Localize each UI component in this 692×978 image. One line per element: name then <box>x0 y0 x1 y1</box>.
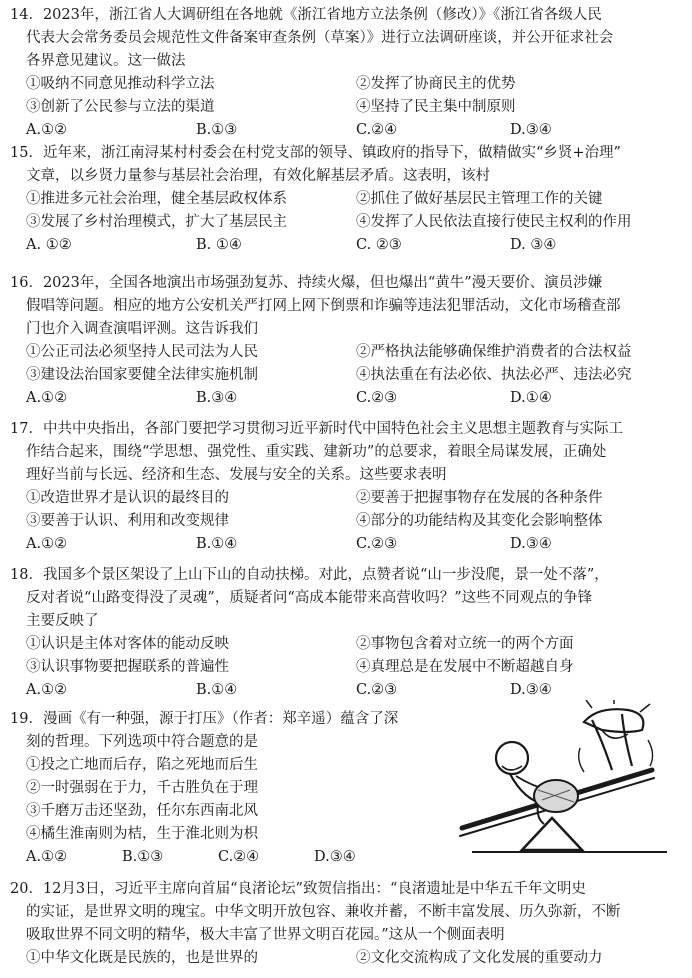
option: ②发挥了协商民主的优势 <box>356 76 516 92</box>
question-stem-line: 假唱等问题。相应的地方公安机关严打网上网下倒票和诈骗等违法犯罪活动，文化市场稽查部 <box>26 298 621 314</box>
option-row <box>0 947 692 970</box>
option: ③发展了乡村治理模式，扩大了基层民主 <box>26 214 287 230</box>
answer-choice: C. ②③ <box>356 237 402 253</box>
answer-choice: C.②④ <box>356 122 398 138</box>
question-stem-line: 20．12月3日，习近平主席向首届“良渚论坛”致贺信指出：“良渚遗址是中华五千年文明史 <box>10 881 586 897</box>
answer-choice: B.①④ <box>196 682 238 698</box>
answer-choice: D.③④ <box>510 122 552 138</box>
question-17 <box>0 418 692 556</box>
option-row <box>0 510 692 533</box>
question-stem-line: 16．2023年，全国各地演出市场强劲复苏、持续火爆，但也爆出“黄牛”漫天要价、演员涉嫌 <box>10 275 603 291</box>
answer-choice: B. ①④ <box>196 237 242 253</box>
question-stem-line: 18．我国多个景区架设了上山下山的自动扶梯。对此，点赞者说“山一步没爬，景一处不落”， <box>10 567 609 583</box>
option: ③千磨万击还坚劲，任尔东西南北风 <box>26 803 258 819</box>
answer-choice: D. ③④ <box>510 237 557 253</box>
option-row <box>0 211 692 234</box>
question-stem-line: 的实证，是世界文明的瑰宝。中华文明开放包容、兼收并蓄，不断丰富发展、历久弥新，不断 <box>26 904 621 920</box>
question-16 <box>0 272 692 410</box>
option: ①投之亡地而后存，陷之死地而后生 <box>26 757 258 773</box>
option: ②要善于把握事物存在发展的各种条件 <box>356 490 603 506</box>
answer-row <box>0 533 692 556</box>
answer-choice: B.③④ <box>196 390 238 406</box>
question-stem-line: 14．2023年，浙江省人大调研组在各地就《浙江省地方立法条例（修改）》《浙江省各级人民 <box>10 7 602 23</box>
question-20 <box>0 878 692 970</box>
option: ④部分的功能结构及其变化会影响整体 <box>356 513 603 529</box>
question-stem-line: 代表大会常务委员会规范性文件备案审查条例（草案）》进行立法调研座谈，并公开征求社会 <box>26 30 614 46</box>
option-row <box>0 73 692 96</box>
option-row <box>0 364 692 387</box>
option-row <box>0 633 692 656</box>
option: ①改造世界才是认识的最终目的 <box>26 490 229 506</box>
answer-row <box>0 119 692 142</box>
answer-choice: C.②③ <box>356 536 398 552</box>
option-row <box>0 656 692 679</box>
question-stem-line: 主要反映了 <box>26 613 99 629</box>
question-stem-line: 17．中共中央指出，各部门要把学习贯彻习近平新时代中国特色社会主义思想主题教育与实际工 <box>10 421 623 437</box>
answer-choice: D.③④ <box>510 536 552 552</box>
option: ④执法重在有法必依、执法必严、违法必究 <box>356 367 632 383</box>
answer-choice: C.②③ <box>356 682 398 698</box>
answer-choice: A.①② <box>26 122 68 138</box>
option: ③认识事物要把握联系的普遍性 <box>26 659 229 675</box>
answer-row <box>0 387 692 410</box>
answer-choice: A.①② <box>26 536 68 552</box>
option-row <box>0 188 692 211</box>
question-stem-line: 19．漫画《有一种强，源于打压》（作者：郑辛遥）蕴含了深 <box>10 711 399 727</box>
option: ③要善于认识、利用和改变规律 <box>26 513 229 529</box>
option: ③创新了公民参与立法的渠道 <box>26 99 215 115</box>
question-stem-line: 反对者说“山路变得没了灵魂”，质疑者问“高成本能带来高营收吗？”这些不同观点的争锋 <box>26 590 593 606</box>
question-stem-line: 各界意见建议。这一做法 <box>26 53 186 69</box>
answer-choice: B.①③ <box>122 849 164 865</box>
option: ①推进多元社会治理，健全基层政权体系 <box>26 191 287 207</box>
question-stem-line: 吸取世界不同文明的精华，极大丰富了世界文明百花园。”这从一个侧面表明 <box>26 927 505 943</box>
option: ④橘生淮南则为桔，生于淮北则为枳 <box>26 826 258 842</box>
answer-row <box>0 234 692 257</box>
question-stem-line: 作结合起来，围绕“学思想、强党性、重实践、建新功”的总要求，着眼全局谋发展，正确处 <box>26 444 607 460</box>
answer-choice: C.②③ <box>356 390 398 406</box>
answer-row <box>0 679 692 702</box>
option: ②抓住了做好基层民主管理工作的关键 <box>356 191 603 207</box>
option: ④发挥了人民依法直接行使民主权利的作用 <box>356 214 632 230</box>
option: ②严格执法能够确保维护消费者的合法权益 <box>356 344 632 360</box>
question-stem-line: 15．近年来，浙江南浔某村村委会在村党支部的领导、镇政府的指导下，做精做实“乡贤+治理” <box>10 145 621 161</box>
answer-choice: A.①② <box>26 390 68 406</box>
option: ①公正司法必须坚持人民司法为人民 <box>26 344 258 360</box>
answer-choice: D.①④ <box>510 390 552 406</box>
answer-choice: A.①② <box>26 849 68 865</box>
option: ③建设法治国家要健全法律实施机制 <box>26 367 258 383</box>
option: ④坚持了民主集中制原则 <box>356 99 516 115</box>
option: ②事物包含着对立统一的两个方面 <box>356 636 574 652</box>
answer-choice: A. ①② <box>26 237 72 253</box>
answer-choice: B.①③ <box>196 122 238 138</box>
answer-choice: D.③④ <box>510 682 552 698</box>
option: ②一时强弱在于力，千古胜负在于理 <box>26 780 258 796</box>
option-row <box>0 487 692 510</box>
answer-choice: B.①④ <box>196 536 238 552</box>
option-row <box>0 341 692 364</box>
question-14 <box>0 4 692 142</box>
question-15 <box>0 142 692 257</box>
question-18 <box>0 564 692 702</box>
question-stem-line: 刻的哲理。下列选项中符合题意的是 <box>26 734 258 750</box>
option: ①中华文化既是民族的，也是世界的 <box>26 950 258 966</box>
answer-choice: D.③④ <box>314 849 356 865</box>
question-stem-line: 文章，以乡贤力量参与基层社会治理，有效化解基层矛盾。这表明，该村 <box>26 168 490 184</box>
option: ①认识是主体对客体的能动反映 <box>26 636 229 652</box>
option: ②文化交流构成了文化发展的重要动力 <box>356 950 603 966</box>
option-row <box>0 96 692 119</box>
question-stem-line: 门也介入调查演唱评测。这告诉我们 <box>26 321 258 337</box>
option: ④真理总是在发展中不断超越自身 <box>356 659 574 675</box>
answer-choice: A.①② <box>26 682 68 698</box>
answer-choice: C.②④ <box>218 849 260 865</box>
question-stem-line: 理好当前与长远、经济和生态、发展与安全的关系。这些要求表明 <box>26 467 447 483</box>
cartoon-illustration-icon <box>452 700 682 860</box>
option: ①吸纳不同意见推动科学立法 <box>26 76 215 92</box>
